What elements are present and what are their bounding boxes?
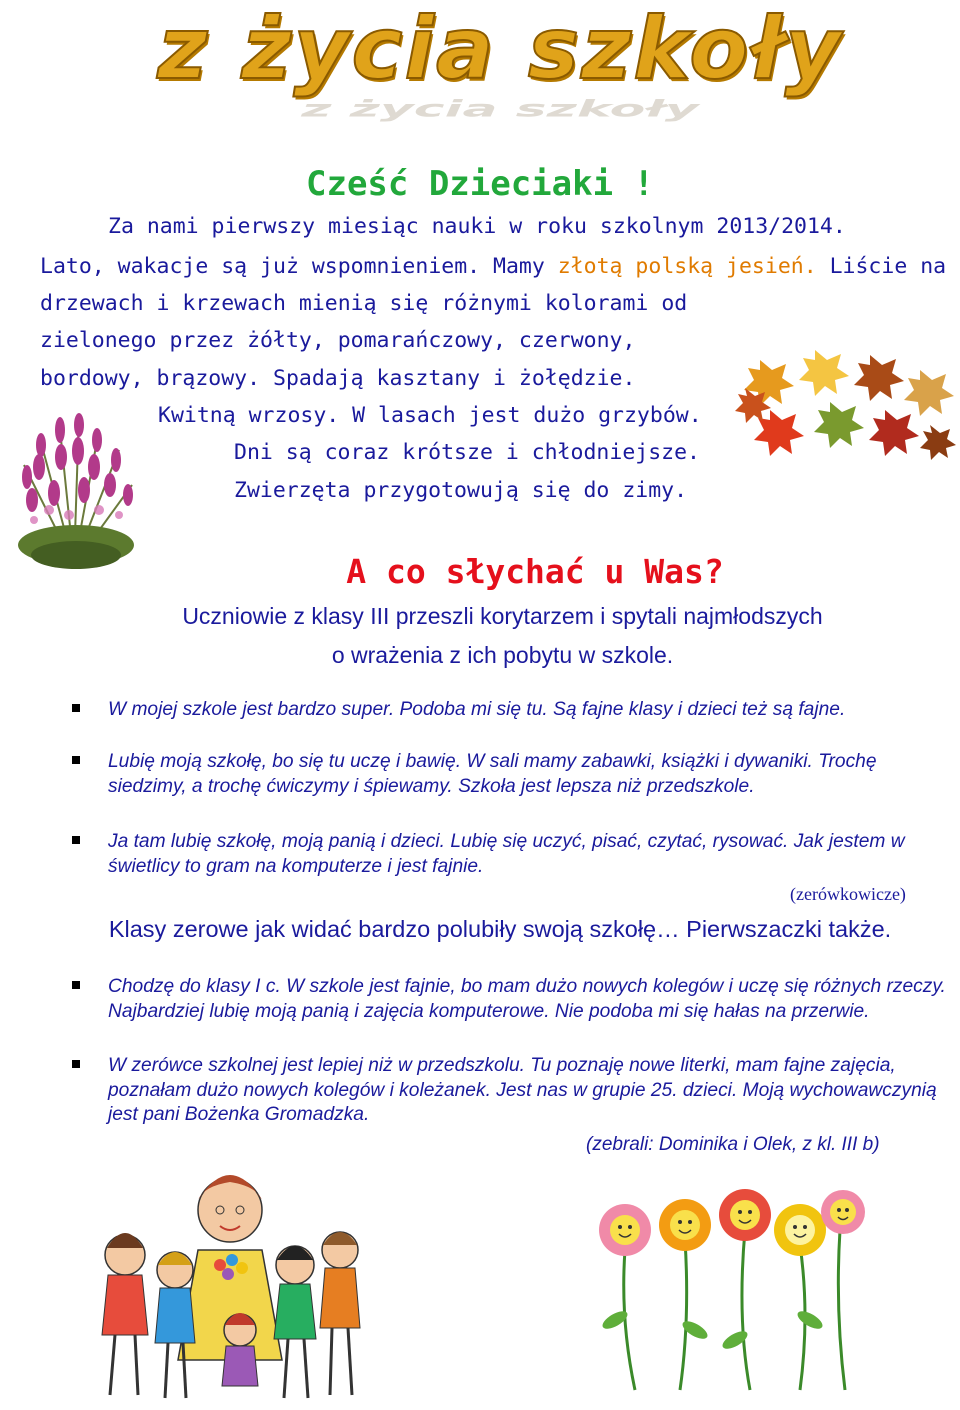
intro-line-7: Dni są coraz krótsze i chłodniejsze. — [234, 440, 700, 465]
list-item: Chodzę do klasy I c. W szkole jest fajnie, bo mam dużo nowych kolegów i uczę się różnych rzeczy. Najbardziej lubię moją panią i zajęcia komputerowe. Nie podoba mi się hałas na przerwie. — [72, 975, 960, 1050]
intro-line-8: Zwierzęta przygotowują się do zimy. — [234, 478, 688, 503]
smiling-flowers-icon — [585, 1170, 870, 1395]
bullet-square-icon — [72, 704, 80, 712]
bullet-square-icon — [72, 836, 80, 844]
heather-icon — [4, 405, 144, 570]
autumn-leaves-icon — [730, 340, 960, 475]
interview-intro-line-1: Uczniowie z klasy III przeszli korytarzem i spytali najmłodszych — [182, 603, 823, 629]
interview-intro-line-2: o wrażenia z ich pobytu w szkole. — [331, 642, 674, 668]
credit-authors: (zebrali: Dominika i Olek, z kl. III b) — [586, 1134, 880, 1155]
banner-title-reflection: z życia szkoły — [301, 95, 699, 123]
highlight-golden-autumn: złotą polską jesień. — [557, 254, 817, 279]
intro-line-5: bordowy, brązowy. Spadają kasztany i żołędzie. — [40, 366, 636, 391]
teacher-children-icon — [80, 1170, 370, 1405]
summary-line: Klasy zerowe jak widać bardzo polubiły swoją szkołę… Pierwszaczki także. — [108, 916, 892, 942]
list-item: W mojej szkole jest bardzo super. Podoba mi się tu. Są fajne klasy i dzieci też są fajne. — [72, 698, 960, 748]
bullet-square-icon — [72, 1060, 80, 1068]
credit-zerowkowicze: (zerówkowicze) — [790, 884, 906, 904]
greeting-heading: Cześć Dzieciaki ! — [306, 164, 654, 204]
intro-line-1: Za nami pierwszy miesiąc nauki w roku szkolnym 2013/2014. — [108, 214, 846, 239]
list-item: W zerówce szkolnej jest lepiej niż w przedszkolu. Tu poznaję nowe literki, mam fajne zajęcia, poznałam dużo nowych kolegów i koleżanek. Jest nas w grupie 25. dzieci. Moją wychowawczynią jest pani Bożenka Gromadzka. — [72, 1054, 960, 1129]
intro-line-6: Kwitną wrzosy. W lasach jest dużo grzybów. — [158, 403, 702, 428]
intro-line-3: drzewach i krzewach mienią się różnymi kolorami od — [40, 291, 688, 316]
bullet-square-icon — [72, 756, 80, 764]
header-banner — [120, 0, 880, 123]
list-item: Lubię moją szkołę, bo się tu uczę i bawię. W sali mamy zabawki, książki i dywaniki. Trochę siedzimy, a trochę ćwiczymy i śpiewamy. Szkoła jest lepsza niż przedszkole. — [72, 750, 960, 800]
section-heading: A co słychać u Was? — [346, 552, 724, 591]
intro-line-4: zielonego przez żółty, pomarańczowy, czerwony, — [40, 328, 636, 353]
list-item: Ja tam lubię szkołę, moją panią i dzieci. Lubię się uczyć, pisać, czytać, rysować. Jak jestem w świetlicy to gram na komputerze i jest fajnie. — [72, 830, 960, 880]
banner-title: z życia szkoły — [157, 0, 843, 99]
intro-line-2: Lato, wakacje są już wspomnieniem. Mamy złotą polską jesień. Liście na — [40, 254, 947, 279]
bullet-square-icon — [72, 981, 80, 989]
